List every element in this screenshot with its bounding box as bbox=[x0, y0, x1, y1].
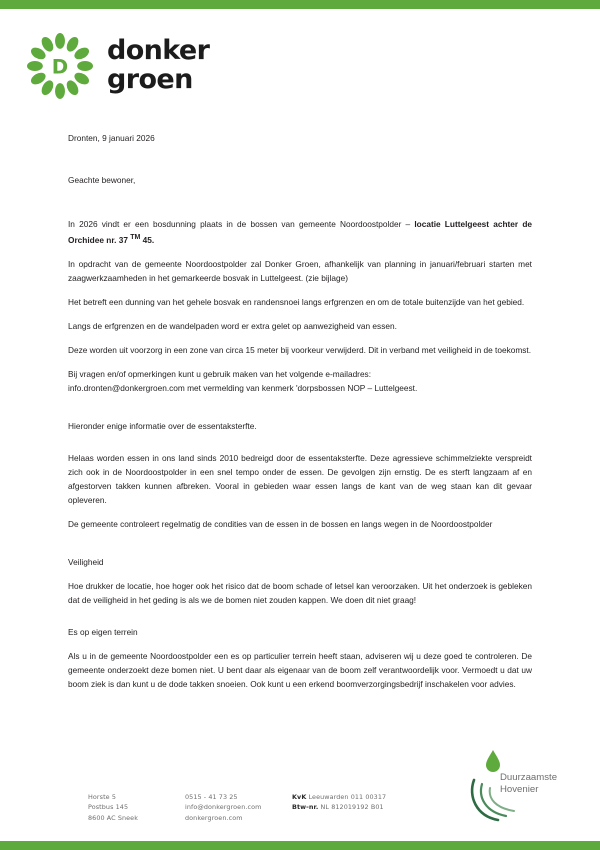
paragraph-disease: Helaas worden essen in ons land sinds 2010 bedreigd door de essentaksterfte. Deze agressieve schimmelziekte verspreidt zich ook in de Noordoostpolder in een snel tempo onder de essen. De gevolgen zijn ernstig. De es sterft langzaam af en afgestorven takken kunnen afbreken. Vooral in gebieden waar essen langs de kant van de weg staan kan dit gevaar opleveren. bbox=[68, 452, 532, 505]
footer-address-line1: Horste 5 bbox=[88, 792, 117, 801]
footer-website[interactable]: donkergroen.com bbox=[185, 813, 243, 822]
footer-phone: 0515 - 41 73 25 bbox=[185, 792, 238, 801]
footer-kvk-value: Leeuwarden 011 00317 bbox=[306, 792, 387, 801]
intro-trademark: TM bbox=[130, 234, 141, 241]
letter-body bbox=[68, 131, 532, 701]
date-line: Dronten, 9 januari 2026 bbox=[68, 133, 155, 143]
footer-email[interactable]: info@donkergroen.com bbox=[185, 803, 262, 812]
spacer bbox=[68, 617, 532, 625]
salutation: Geachte bewoner, bbox=[68, 175, 136, 185]
bottom-green-bar bbox=[0, 841, 600, 850]
logo-word-line1: donker bbox=[107, 35, 210, 67]
footer-address-line3: 8600 AC Sneek bbox=[88, 813, 139, 822]
badge-line2: Hovenier bbox=[500, 783, 539, 795]
heading-veiligheid: Veiligheid bbox=[68, 556, 104, 567]
badge-line1: Duurzaamste bbox=[500, 772, 558, 783]
logo-wordmark bbox=[107, 37, 209, 94]
badge-label bbox=[500, 772, 557, 795]
paragraph-intro bbox=[68, 217, 532, 247]
paragraph-thinning: Het betreft een dunning van het gehele bosvak en randensnoei langs erfgrenzen en om de totale buitenzijde van het gebied. bbox=[68, 296, 525, 307]
logo-word-line2: groen bbox=[107, 64, 193, 95]
footer-btw-value: NL 812019192 B01 bbox=[318, 803, 384, 812]
heading-es-op-eigen-terrein: Es op eigen terrein bbox=[68, 626, 138, 637]
intro-bold-location: locatie Luttelgeest achter de Orchidee nr. 37 bbox=[68, 219, 533, 245]
paragraph-ash-attention: Langs de erfgrenzen en de wandelpaden word er extra gelet op aanwezigheid van essen. bbox=[68, 320, 397, 331]
spacer bbox=[68, 443, 532, 451]
company-logo bbox=[27, 33, 209, 99]
paragraph-contact-line1: Bij vragen en/of opmerkingen kunt u gebruik maken van het volgende e-mailadres: bbox=[68, 368, 372, 379]
leaf-drop-icon bbox=[486, 750, 500, 772]
footer-address-column bbox=[88, 792, 185, 823]
footer-registration-column bbox=[292, 792, 432, 813]
duurzaamste-hovenier-badge bbox=[464, 748, 572, 826]
spacer bbox=[68, 541, 532, 555]
spacer bbox=[68, 405, 532, 419]
flower-petal-logo-icon bbox=[27, 33, 93, 99]
paragraph-removal: Deze worden uit voorzorg in een zone van circa 15 meter bij voorkeur verwijderd. Dit in verband met veiligheid in de toekomst. bbox=[68, 344, 532, 355]
footer bbox=[88, 792, 512, 823]
paragraph-private-land: Als u in de gemeente Noordoostpolder een es op particulier terrein heeft staan, adviseren wij u deze goed te controleren. De gemeente onderzoekt deze bomen niet. U bent daar als eigenaar van de boom zelf verantwoordelijk voor. Vermoedt u dat uw boom ziek is dan kunt u de dode takken snoeien. Ook kunt u een erkend boomverzorgingsbedrijf inschakelen voor advies. bbox=[68, 650, 532, 689]
footer-address-line2: Postbus 145 bbox=[88, 803, 129, 812]
intro-bold-number: 45. bbox=[140, 234, 155, 245]
paragraph-safety: Hoe drukker de locatie, hoe hoger ook het risico dat de boom schade of letsel kan veroorzaken. Uit het onderzoek is gebleken dat de veiligheid in het geding is als we de bomen niet zouden kappen. We doen dit niet graag! bbox=[68, 580, 532, 605]
intro-plain-text: In 2026 vindt er een bosdunning plaats in de bossen van gemeente Noordoostpolder – bbox=[68, 219, 415, 229]
paragraph-info-lead: Hieronder enige informatie over de essentaksterfte. bbox=[68, 420, 257, 431]
footer-kvk-row bbox=[292, 792, 432, 802]
footer-btw-label: Btw-nr. bbox=[292, 803, 319, 812]
footer-btw-row bbox=[292, 802, 432, 812]
paragraph-commission: In opdracht van de gemeente Noordoostpolder zal Donker Groen, afhankelijk van planning in januari/februari starten met zaagwerkzaamheden in het gemarkeerde bosvak in Luttelgeest. (zie bijlage) bbox=[68, 258, 532, 283]
footer-kvk-label: KvK bbox=[292, 792, 307, 801]
logo-letter-d: D bbox=[51, 55, 69, 79]
top-green-bar bbox=[0, 0, 600, 9]
paragraph-monitoring: De gemeente controleert regelmatig de condities van de essen in de bossen en langs wegen in de Noordoostpolder bbox=[68, 518, 493, 529]
paragraph-contact-line2: info.dronten@donkergroen.com met vermelding van kenmerk 'dorpsbossen NOP – Luttelgeest. bbox=[68, 382, 418, 393]
footer-contact-column bbox=[185, 792, 292, 823]
